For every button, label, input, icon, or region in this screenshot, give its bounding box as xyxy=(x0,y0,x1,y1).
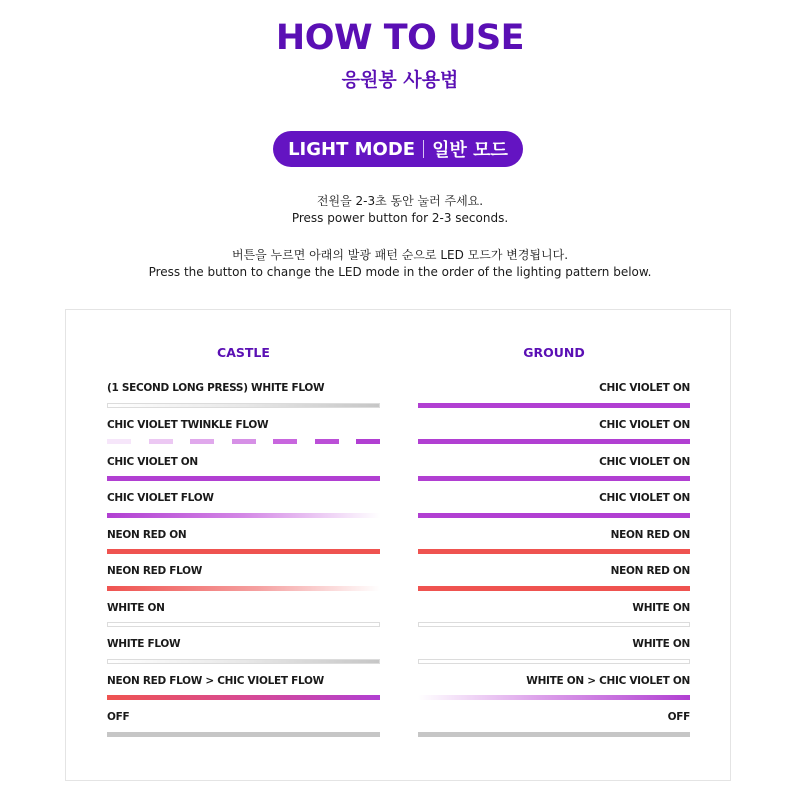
page-title: HOW TO USE xyxy=(275,18,525,58)
twinkle-segment xyxy=(149,439,173,444)
ground-row-label: WHITE ON xyxy=(632,602,690,614)
mode-instruction-ko: 버튼을 누르면 아래의 발광 패턴 순으로 LED 모드가 변경됩니다. xyxy=(231,248,569,262)
castle-pattern-bar xyxy=(107,586,380,591)
ground-row-label: CHIC VIOLET ON xyxy=(599,456,690,468)
castle-pattern-bar xyxy=(107,732,380,737)
castle-pattern-bar xyxy=(107,476,380,481)
castle-row-label: CHIC VIOLET FLOW xyxy=(107,492,214,504)
ground-row-label: CHIC VIOLET ON xyxy=(599,382,690,394)
pattern-panel xyxy=(65,309,731,781)
mode-label-en: LIGHT MODE xyxy=(288,138,416,160)
ground-row-label: WHITE ON > CHIC VIOLET ON xyxy=(526,675,690,687)
twinkle-segment xyxy=(273,439,297,444)
castle-pattern-bar xyxy=(107,695,380,700)
twinkle-segment xyxy=(232,439,256,444)
castle-row-label: CHIC VIOLET ON xyxy=(107,456,198,468)
ground-pattern-bar xyxy=(418,403,690,408)
castle-row-label: WHITE FLOW xyxy=(107,638,181,650)
ground-pattern-bar xyxy=(418,586,690,591)
castle-pattern-bar xyxy=(107,659,380,664)
ground-pattern-bar xyxy=(418,439,690,444)
ground-title: GROUND xyxy=(523,345,585,360)
twinkle-segment xyxy=(107,439,131,444)
page-subtitle: 응원봉 사용법 xyxy=(341,69,459,91)
ground-pattern-bar xyxy=(418,476,690,481)
light-mode-badge xyxy=(273,131,523,167)
castle-title: CASTLE xyxy=(217,345,270,360)
castle-row-label: NEON RED FLOW > CHIC VIOLET FLOW xyxy=(107,675,324,687)
castle-row-label: CHIC VIOLET TWINKLE FLOW xyxy=(107,419,269,431)
ground-pattern-bar xyxy=(418,549,690,554)
castle-row-label: WHITE ON xyxy=(107,602,165,614)
castle-pattern-bar xyxy=(107,439,380,444)
ground-pattern-bar xyxy=(418,695,690,700)
ground-row-label: CHIC VIOLET ON xyxy=(599,419,690,431)
pill-divider xyxy=(423,140,424,158)
twinkle-segment xyxy=(315,439,339,444)
ground-pattern-bar xyxy=(418,513,690,518)
castle-pattern-bar xyxy=(107,513,380,518)
castle-row-label: NEON RED FLOW xyxy=(107,565,203,577)
ground-row-label: CHIC VIOLET ON xyxy=(599,492,690,504)
ground-row-label: OFF xyxy=(667,711,690,723)
castle-row-label: OFF xyxy=(107,711,130,723)
mode-instruction-en: Press the button to change the LED mode in the order of the lighting pattern below. xyxy=(148,265,652,279)
power-instruction-en: Press power button for 2-3 seconds. xyxy=(291,211,509,225)
castle-pattern-bar xyxy=(107,549,380,554)
castle-pattern-bar xyxy=(107,403,380,408)
ground-row-label: NEON RED ON xyxy=(610,565,690,577)
mode-label-ko: 일반 모드 xyxy=(432,140,508,161)
power-instruction-ko: 전원을 2-3초 동안 눌러 주세요. xyxy=(316,194,484,208)
ground-pattern-bar xyxy=(418,659,690,664)
castle-row-label: (1 SECOND LONG PRESS) WHITE FLOW xyxy=(107,382,325,394)
twinkle-segment xyxy=(356,439,380,444)
castle-row-label: NEON RED ON xyxy=(107,529,187,541)
ground-row-label: NEON RED ON xyxy=(610,529,690,541)
twinkle-segment xyxy=(190,439,214,444)
castle-pattern-bar xyxy=(107,622,380,627)
ground-pattern-bar xyxy=(418,732,690,737)
ground-row-label: WHITE ON xyxy=(632,638,690,650)
ground-pattern-bar xyxy=(418,622,690,627)
